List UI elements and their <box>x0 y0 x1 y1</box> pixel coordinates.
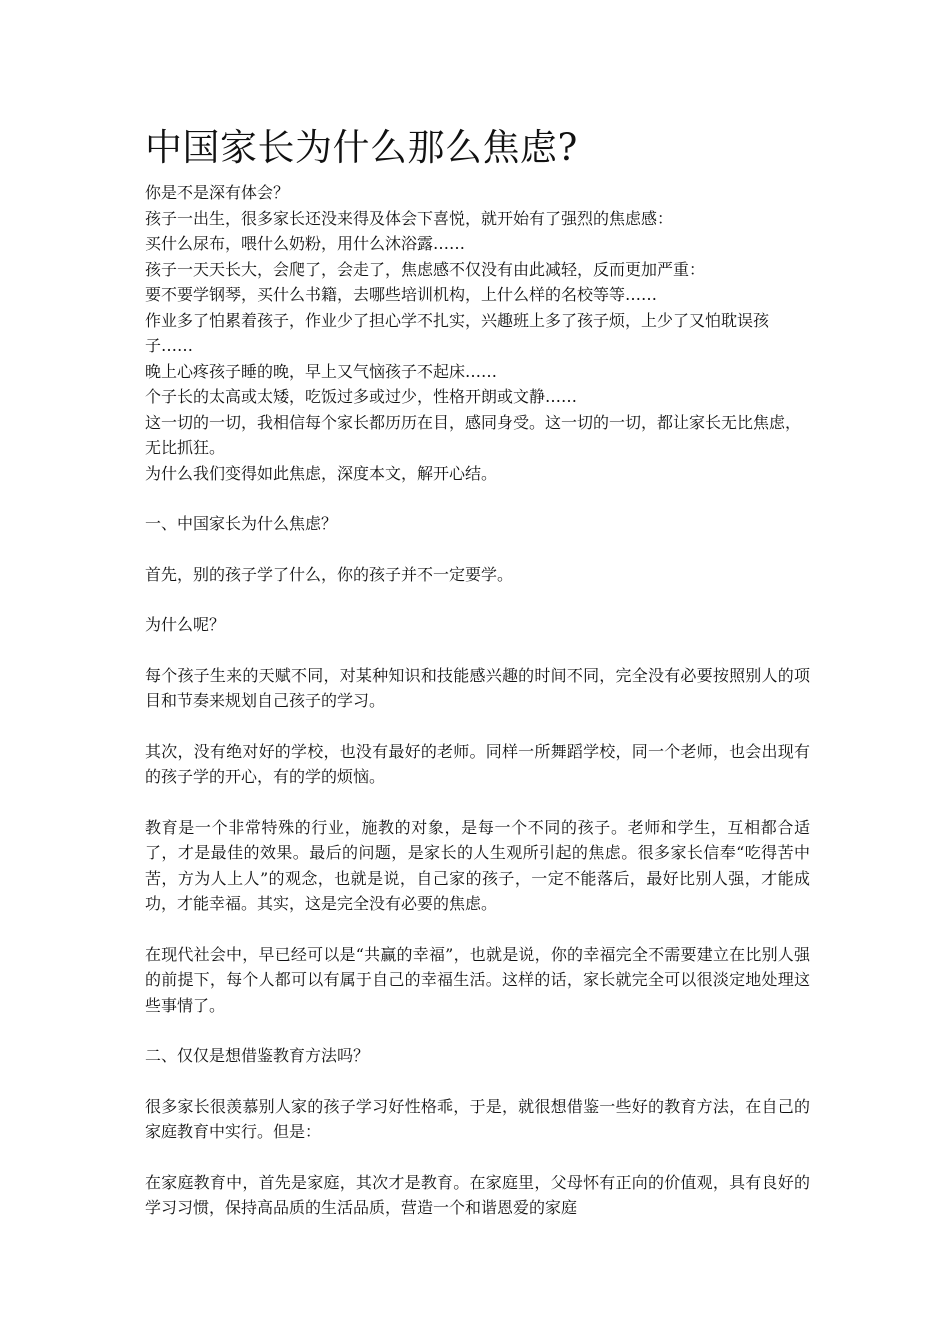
paragraph: 首先，别的孩子学了什么，你的孩子并不一定要学。 <box>145 564 514 584</box>
section-heading-2: 二、仅仅是想借鉴教育方法吗？ <box>145 1046 370 1065</box>
paragraph: 在现代社会中，早已经可以是“共赢的幸福”，也就是说，你的幸福完全不需要建立在比别人强的前提下，每个人都可以有属于自己的幸福生活。这样的话，家长就完全可以很淡定地处理这些事情了。 <box>145 944 810 1015</box>
intro-line: 你是不是深有体会？ <box>145 183 290 202</box>
paragraph: 每个孩子生来的天赋不同，对某种知识和技能感兴趣的时间不同，完全没有必要按照别人的项目和节奏来规划自己孩子的学习。 <box>145 665 810 710</box>
intro-line: 为什么我们变得如此焦虑，深度本文，解开心结。 <box>145 463 498 483</box>
intro-line: 孩子一天天长大，会爬了，会走了，焦虑感不仅没有由此减轻，反而更加严重： <box>145 259 706 279</box>
intro-line: 个子长的太高或太矮，吃饭过多或过少，性格开朗或文静…… <box>145 387 578 406</box>
paragraph: 教育是一个非常特殊的行业，施教的对象，是每一个不同的孩子。老师和学生，互相都合适了，才是最佳的效果。最后的问题，是家长的人生观所引起的焦虑。很多家长信奉“吃得苦中苦，方为人上人”的观念，也就是说，自己家的孩子，一定不能落后，最好比别人强，才能成功，才能幸福。其实，这是完全没有必要的焦虑。 <box>145 817 810 913</box>
intro-block <box>145 180 810 486</box>
paragraph: 很多家长很羡慕别人家的孩子学习好性格乖，于是，就很想借鉴一些好的教育方法，在自己的家庭教育中实行。但是： <box>145 1096 810 1141</box>
paragraph: 在家庭教育中，首先是家庭，其次才是教育。在家庭里，父母怀有正向的价值观，具有良好的学习习惯，保持高品质的生活品质，营造一个和谐恩爱的家庭 <box>145 1172 810 1217</box>
intro-line: 孩子一出生，很多家长还没来得及体会下喜悦，就开始有了强烈的焦虑感： <box>145 208 674 228</box>
intro-line: 晚上心疼孩子睡的晚，早上又气恼孩子不起床…… <box>145 361 498 381</box>
article-body <box>145 122 810 1246</box>
intro-line: 这一切的一切，我相信每个家长都历历在目，感同身受。这一切的一切，都让家长无比焦虑，无比抓狂。 <box>145 412 802 457</box>
section-heading-1: 一、中国家长为什么焦虑？ <box>145 514 338 533</box>
paragraph: 其次，没有绝对好的学校，也没有最好的老师。同样一所舞蹈学校，同一个老师，也会出现有的孩子学的开心，有的学的烦恼。 <box>145 741 810 786</box>
intro-line: 作业多了怕累着孩子，作业少了担心学不扎实，兴趣班上多了孩子烦，上少了又怕耽误孩子…… <box>145 310 770 355</box>
intro-line: 要不要学钢琴，买什么书籍，去哪些培训机构，上什么样的名校等等…… <box>145 285 658 304</box>
article-title: 中国家长为什么那么焦虑? <box>145 126 578 169</box>
intro-line: 买什么尿布，喂什么奶粉，用什么沐浴露…… <box>145 234 466 253</box>
paragraph: 为什么呢？ <box>145 615 226 634</box>
